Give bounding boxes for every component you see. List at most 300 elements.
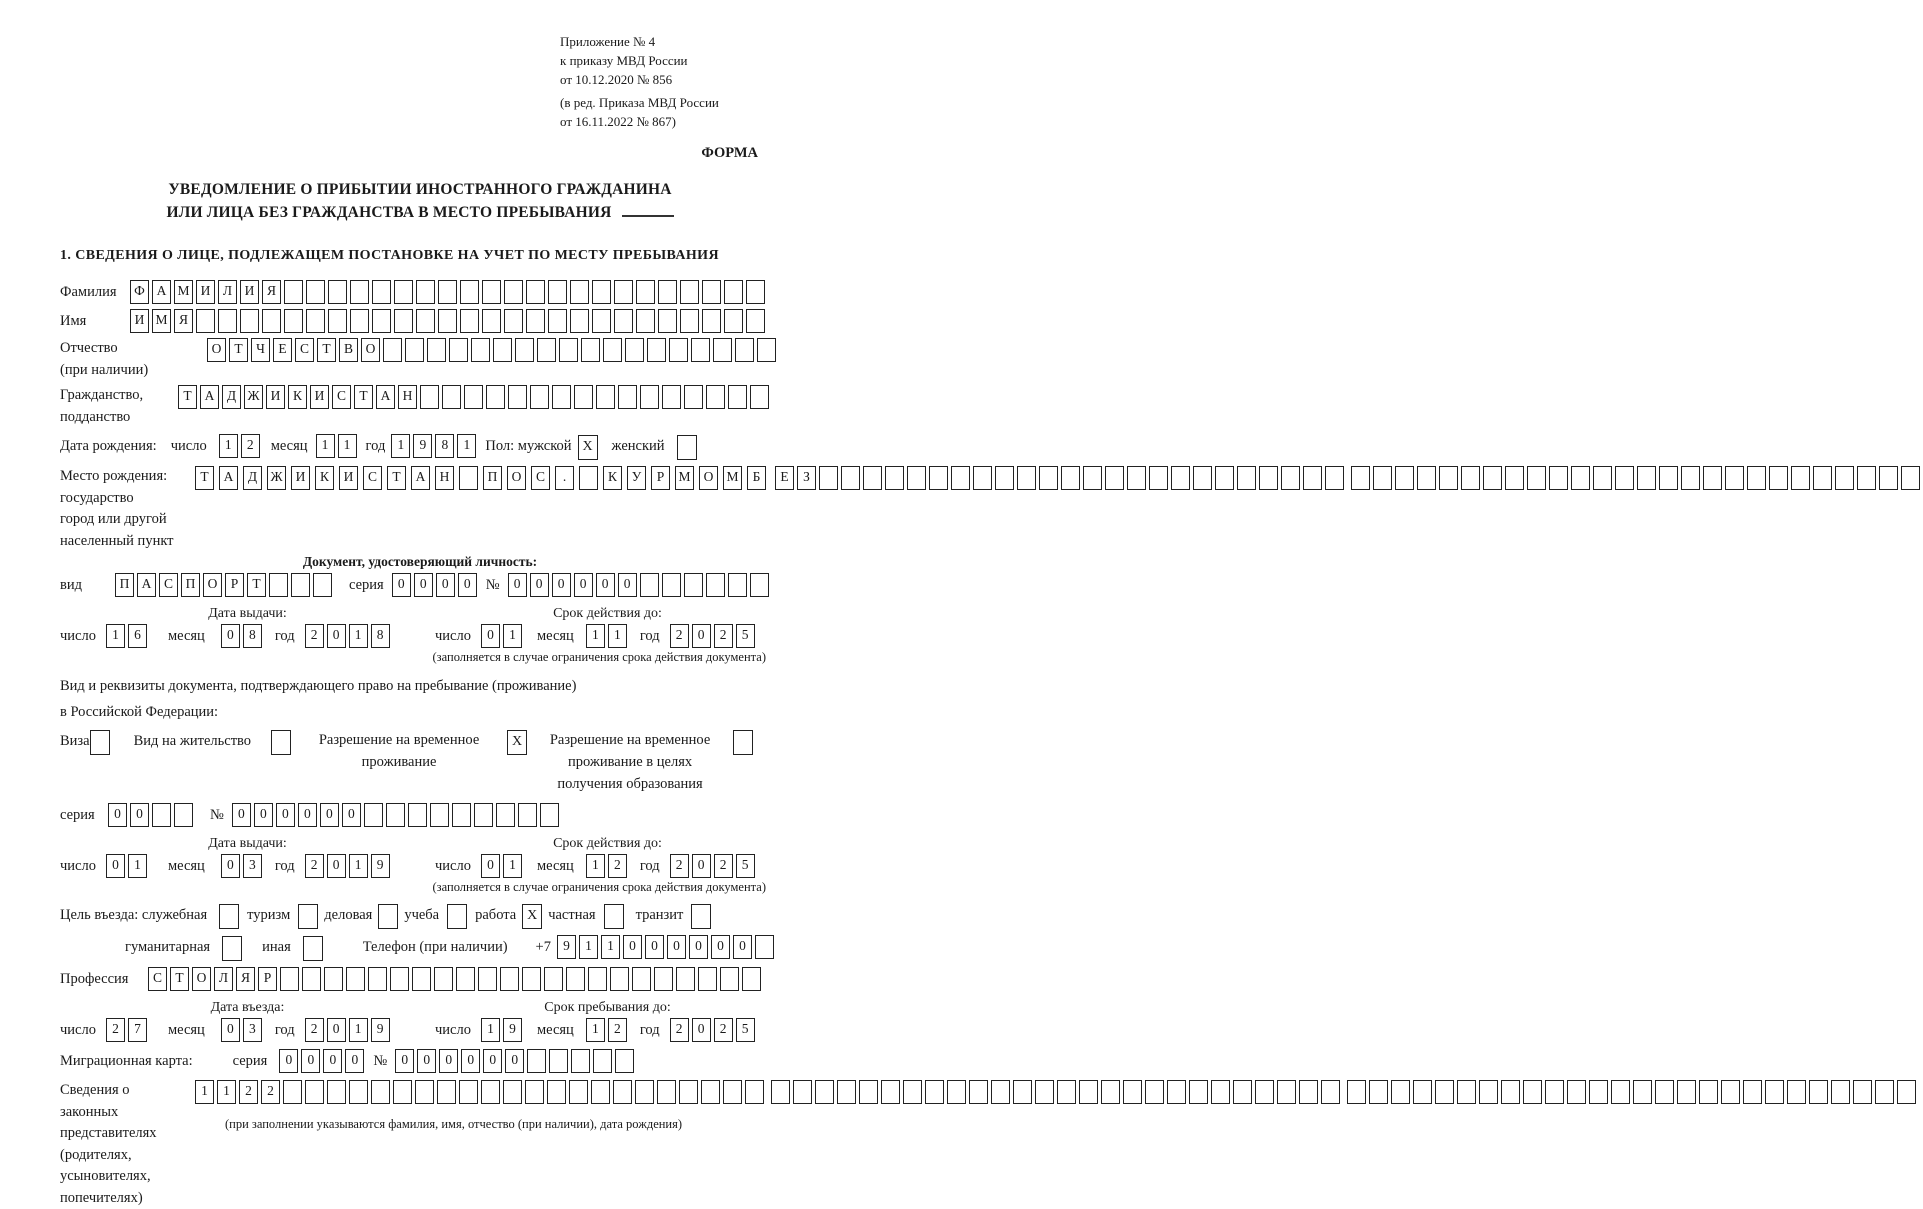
char-cell[interactable] (416, 280, 435, 304)
char-cell[interactable] (460, 309, 479, 333)
char-cell[interactable] (676, 967, 695, 991)
char-cell[interactable] (662, 573, 681, 597)
char-cell[interactable] (240, 309, 259, 333)
char-cell[interactable] (1483, 466, 1502, 490)
char-cell[interactable] (1831, 1080, 1850, 1104)
char-cell[interactable]: 0 (221, 1018, 240, 1042)
char-cell[interactable] (1373, 466, 1392, 490)
char-cell[interactable] (1769, 466, 1788, 490)
char-cell[interactable]: 0 (392, 573, 411, 597)
char-cell[interactable] (405, 338, 424, 362)
char-cell[interactable]: 0 (574, 573, 593, 597)
char-cell[interactable]: А (376, 385, 395, 409)
char-cell[interactable] (1237, 466, 1256, 490)
char-cell[interactable] (416, 309, 435, 333)
char-cell[interactable] (819, 466, 838, 490)
char-cell[interactable]: 0 (417, 1049, 436, 1073)
char-cell[interactable] (701, 1080, 720, 1104)
char-cell[interactable] (1593, 466, 1612, 490)
char-cell[interactable]: 0 (623, 935, 642, 959)
char-cell[interactable] (368, 967, 387, 991)
char-cell[interactable] (1079, 1080, 1098, 1104)
char-cell[interactable]: 9 (371, 854, 390, 878)
char-cell[interactable]: 3 (243, 1018, 262, 1042)
char-cell[interactable] (1545, 1080, 1564, 1104)
char-cell[interactable] (746, 280, 765, 304)
char-cell[interactable] (393, 1080, 412, 1104)
char-cell[interactable]: 1 (391, 434, 410, 458)
char-cell[interactable] (302, 967, 321, 991)
char-cell[interactable] (442, 385, 461, 409)
char-cell[interactable] (500, 967, 519, 991)
char-cell[interactable]: 0 (320, 803, 339, 827)
char-cell[interactable]: О (507, 466, 526, 490)
char-cell[interactable] (449, 338, 468, 362)
char-cell[interactable] (724, 280, 743, 304)
char-cell[interactable] (1765, 1080, 1784, 1104)
char-cell[interactable]: Т (229, 338, 248, 362)
char-cell[interactable]: 2 (239, 1080, 258, 1104)
char-cell[interactable] (1637, 466, 1656, 490)
char-cell[interactable] (1017, 466, 1036, 490)
char-cell[interactable]: 0 (508, 573, 527, 597)
char-cell[interactable]: Р (258, 967, 277, 991)
char-cell[interactable] (581, 338, 600, 362)
char-cell[interactable]: 0 (711, 935, 730, 959)
char-cell[interactable]: И (240, 280, 259, 304)
char-cell[interactable]: 1 (195, 1080, 214, 1104)
char-cell[interactable] (1123, 1080, 1142, 1104)
char-cell[interactable]: 2 (670, 624, 689, 648)
char-cell[interactable]: 1 (316, 434, 335, 458)
char-cell[interactable]: 0 (130, 803, 149, 827)
char-cell[interactable]: 0 (232, 803, 251, 827)
char-cell[interactable] (427, 338, 446, 362)
char-cell[interactable] (636, 309, 655, 333)
sex-female-checkbox[interactable] (677, 435, 697, 460)
char-cell[interactable] (452, 803, 471, 827)
char-cell[interactable]: 9 (413, 434, 432, 458)
char-cell[interactable] (1615, 466, 1634, 490)
char-cell[interactable] (1857, 466, 1876, 490)
char-cell[interactable] (742, 967, 761, 991)
purpose-study-checkbox[interactable] (447, 904, 467, 929)
char-cell[interactable] (526, 280, 545, 304)
char-cell[interactable] (1721, 1080, 1740, 1104)
char-cell[interactable] (757, 338, 776, 362)
char-cell[interactable] (793, 1080, 812, 1104)
char-cell[interactable] (1083, 466, 1102, 490)
char-cell[interactable] (346, 967, 365, 991)
char-cell[interactable]: А (137, 573, 156, 597)
char-cell[interactable] (745, 1080, 764, 1104)
char-cell[interactable]: 2 (305, 624, 324, 648)
char-cell[interactable] (434, 967, 453, 991)
char-cell[interactable] (596, 385, 615, 409)
char-cell[interactable] (1233, 1080, 1252, 1104)
char-cell[interactable]: 0 (327, 624, 346, 648)
char-cell[interactable] (720, 967, 739, 991)
char-cell[interactable]: М (174, 280, 193, 304)
char-cell[interactable]: Д (243, 466, 262, 490)
char-cell[interactable] (328, 309, 347, 333)
char-cell[interactable]: Е (775, 466, 794, 490)
char-cell[interactable] (570, 280, 589, 304)
char-cell[interactable] (1699, 1080, 1718, 1104)
char-cell[interactable] (364, 803, 383, 827)
char-cell[interactable] (571, 1049, 590, 1073)
char-cell[interactable]: 8 (243, 624, 262, 648)
purpose-humanitarian-checkbox[interactable] (222, 936, 242, 961)
char-cell[interactable] (1571, 466, 1590, 490)
char-cell[interactable] (755, 935, 774, 959)
char-cell[interactable]: 1 (503, 624, 522, 648)
char-cell[interactable] (152, 803, 171, 827)
purpose-official-checkbox[interactable] (219, 904, 239, 929)
char-cell[interactable] (841, 466, 860, 490)
char-cell[interactable] (1677, 1080, 1696, 1104)
char-cell[interactable]: 0 (483, 1049, 502, 1073)
char-cell[interactable] (496, 803, 515, 827)
char-cell[interactable] (662, 385, 681, 409)
char-cell[interactable]: 0 (552, 573, 571, 597)
char-cell[interactable] (559, 338, 578, 362)
char-cell[interactable] (1347, 1080, 1366, 1104)
char-cell[interactable] (508, 385, 527, 409)
char-cell[interactable] (1417, 466, 1436, 490)
char-cell[interactable] (1391, 1080, 1410, 1104)
char-cell[interactable]: Е (273, 338, 292, 362)
char-cell[interactable] (438, 309, 457, 333)
char-cell[interactable] (464, 385, 483, 409)
char-cell[interactable] (280, 967, 299, 991)
char-cell[interactable] (456, 967, 475, 991)
char-cell[interactable] (750, 573, 769, 597)
char-cell[interactable] (640, 573, 659, 597)
char-cell[interactable]: П (483, 466, 502, 490)
char-cell[interactable] (679, 1080, 698, 1104)
char-cell[interactable] (1853, 1080, 1872, 1104)
char-cell[interactable]: Ж (244, 385, 263, 409)
char-cell[interactable]: Н (435, 466, 454, 490)
char-cell[interactable]: 0 (596, 573, 615, 597)
char-cell[interactable]: 0 (692, 624, 711, 648)
char-cell[interactable]: М (675, 466, 694, 490)
char-cell[interactable]: 1 (481, 1018, 500, 1042)
char-cell[interactable]: 0 (276, 803, 295, 827)
char-cell[interactable]: 1 (349, 624, 368, 648)
char-cell[interactable] (991, 1080, 1010, 1104)
char-cell[interactable]: К (603, 466, 622, 490)
char-cell[interactable] (903, 1080, 922, 1104)
char-cell[interactable] (1101, 1080, 1120, 1104)
char-cell[interactable]: 0 (458, 573, 477, 597)
char-cell[interactable]: 5 (736, 1018, 755, 1042)
char-cell[interactable] (615, 1049, 634, 1073)
char-cell[interactable] (548, 309, 567, 333)
char-cell[interactable] (525, 1080, 544, 1104)
char-cell[interactable]: 1 (128, 854, 147, 878)
char-cell[interactable] (929, 466, 948, 490)
char-cell[interactable]: О (203, 573, 222, 597)
char-cell[interactable]: 1 (338, 434, 357, 458)
char-cell[interactable] (635, 1080, 654, 1104)
char-cell[interactable] (1461, 466, 1480, 490)
char-cell[interactable] (735, 338, 754, 362)
char-cell[interactable] (723, 1080, 742, 1104)
char-cell[interactable]: 1 (586, 624, 605, 648)
char-cell[interactable]: Б (747, 466, 766, 490)
char-cell[interactable]: 0 (733, 935, 752, 959)
char-cell[interactable] (1743, 1080, 1762, 1104)
char-cell[interactable] (324, 967, 343, 991)
char-cell[interactable]: Н (398, 385, 417, 409)
char-cell[interactable] (284, 309, 303, 333)
char-cell[interactable] (283, 1080, 302, 1104)
char-cell[interactable]: 0 (645, 935, 664, 959)
char-cell[interactable] (1879, 466, 1898, 490)
char-cell[interactable] (438, 280, 457, 304)
char-cell[interactable] (1281, 466, 1300, 490)
char-cell[interactable] (327, 1080, 346, 1104)
char-cell[interactable] (537, 338, 556, 362)
char-cell[interactable]: 2 (241, 434, 260, 458)
char-cell[interactable]: 1 (217, 1080, 236, 1104)
char-cell[interactable] (504, 309, 523, 333)
char-cell[interactable] (544, 967, 563, 991)
char-cell[interactable] (478, 967, 497, 991)
char-cell[interactable] (262, 309, 281, 333)
char-cell[interactable] (728, 385, 747, 409)
char-cell[interactable] (305, 1080, 324, 1104)
char-cell[interactable]: А (219, 466, 238, 490)
char-cell[interactable]: 1 (608, 624, 627, 648)
char-cell[interactable]: Л (218, 280, 237, 304)
char-cell[interactable]: И (291, 466, 310, 490)
char-cell[interactable] (706, 385, 725, 409)
char-cell[interactable]: А (200, 385, 219, 409)
char-cell[interactable]: 1 (106, 624, 125, 648)
char-cell[interactable] (1189, 1080, 1208, 1104)
char-cell[interactable]: 8 (371, 624, 390, 648)
char-cell[interactable] (1167, 1080, 1186, 1104)
char-cell[interactable] (1567, 1080, 1586, 1104)
char-cell[interactable] (328, 280, 347, 304)
char-cell[interactable] (522, 967, 541, 991)
char-cell[interactable]: А (152, 280, 171, 304)
char-cell[interactable] (657, 1080, 676, 1104)
char-cell[interactable] (1897, 1080, 1916, 1104)
char-cell[interactable] (566, 967, 585, 991)
char-cell[interactable] (1127, 466, 1146, 490)
char-cell[interactable] (618, 385, 637, 409)
char-cell[interactable] (881, 1080, 900, 1104)
char-cell[interactable]: 1 (219, 434, 238, 458)
char-cell[interactable] (1277, 1080, 1296, 1104)
char-cell[interactable] (437, 1080, 456, 1104)
char-cell[interactable] (540, 803, 559, 827)
char-cell[interactable] (951, 466, 970, 490)
char-cell[interactable] (1351, 466, 1370, 490)
sex-male-checkbox[interactable]: X (578, 435, 598, 460)
char-cell[interactable] (372, 309, 391, 333)
char-cell[interactable] (1039, 466, 1058, 490)
char-cell[interactable]: И (130, 309, 149, 333)
char-cell[interactable] (698, 967, 717, 991)
char-cell[interactable] (306, 280, 325, 304)
char-cell[interactable] (1413, 1080, 1432, 1104)
purpose-business-checkbox[interactable] (378, 904, 398, 929)
char-cell[interactable] (1457, 1080, 1476, 1104)
char-cell[interactable]: 1 (349, 854, 368, 878)
char-cell[interactable]: 0 (221, 854, 240, 878)
char-cell[interactable] (1901, 466, 1920, 490)
char-cell[interactable] (1611, 1080, 1630, 1104)
char-cell[interactable] (1725, 466, 1744, 490)
char-cell[interactable] (482, 309, 501, 333)
char-cell[interactable] (885, 466, 904, 490)
char-cell[interactable] (771, 1080, 790, 1104)
char-cell[interactable] (291, 573, 310, 597)
char-cell[interactable] (691, 338, 710, 362)
char-cell[interactable]: 0 (692, 1018, 711, 1042)
char-cell[interactable]: 0 (301, 1049, 320, 1073)
char-cell[interactable] (493, 338, 512, 362)
char-cell[interactable]: Р (225, 573, 244, 597)
char-cell[interactable] (570, 309, 589, 333)
char-cell[interactable] (724, 309, 743, 333)
char-cell[interactable] (390, 967, 409, 991)
char-cell[interactable] (1501, 1080, 1520, 1104)
char-cell[interactable]: 0 (414, 573, 433, 597)
char-cell[interactable]: С (295, 338, 314, 362)
char-cell[interactable] (706, 573, 725, 597)
char-cell[interactable]: 1 (503, 854, 522, 878)
char-cell[interactable]: Я (236, 967, 255, 991)
char-cell[interactable]: 3 (243, 854, 262, 878)
char-cell[interactable]: 0 (327, 854, 346, 878)
char-cell[interactable] (394, 309, 413, 333)
char-cell[interactable] (680, 280, 699, 304)
char-cell[interactable] (1681, 466, 1700, 490)
char-cell[interactable] (372, 280, 391, 304)
char-cell[interactable]: С (159, 573, 178, 597)
char-cell[interactable] (1747, 466, 1766, 490)
char-cell[interactable]: О (207, 338, 226, 362)
char-cell[interactable] (481, 1080, 500, 1104)
char-cell[interactable]: 0 (439, 1049, 458, 1073)
char-cell[interactable] (349, 1080, 368, 1104)
char-cell[interactable] (684, 573, 703, 597)
char-cell[interactable]: Д (222, 385, 241, 409)
char-cell[interactable]: 0 (667, 935, 686, 959)
char-cell[interactable] (196, 309, 215, 333)
char-cell[interactable] (394, 280, 413, 304)
char-cell[interactable] (969, 1080, 988, 1104)
char-cell[interactable] (1813, 466, 1832, 490)
char-cell[interactable] (750, 385, 769, 409)
char-cell[interactable] (420, 385, 439, 409)
char-cell[interactable]: 0 (323, 1049, 342, 1073)
char-cell[interactable]: 1 (579, 935, 598, 959)
char-cell[interactable]: 0 (530, 573, 549, 597)
char-cell[interactable]: Т (247, 573, 266, 597)
char-cell[interactable]: 0 (505, 1049, 524, 1073)
char-cell[interactable] (632, 967, 651, 991)
char-cell[interactable]: . (555, 466, 574, 490)
char-cell[interactable] (218, 309, 237, 333)
char-cell[interactable] (579, 466, 598, 490)
char-cell[interactable] (350, 280, 369, 304)
char-cell[interactable]: 1 (457, 434, 476, 458)
purpose-transit-checkbox[interactable] (691, 904, 711, 929)
char-cell[interactable]: П (181, 573, 200, 597)
char-cell[interactable] (702, 309, 721, 333)
char-cell[interactable]: С (148, 967, 167, 991)
char-cell[interactable] (1395, 466, 1414, 490)
char-cell[interactable]: 2 (714, 624, 733, 648)
char-cell[interactable]: Я (262, 280, 281, 304)
char-cell[interactable]: О (361, 338, 380, 362)
char-cell[interactable] (713, 338, 732, 362)
char-cell[interactable]: С (363, 466, 382, 490)
purpose-other-checkbox[interactable] (303, 936, 323, 961)
char-cell[interactable] (1435, 1080, 1454, 1104)
char-cell[interactable] (1299, 1080, 1318, 1104)
char-cell[interactable]: 1 (349, 1018, 368, 1042)
char-cell[interactable] (460, 280, 479, 304)
char-cell[interactable] (614, 309, 633, 333)
char-cell[interactable] (1633, 1080, 1652, 1104)
char-cell[interactable]: Ф (130, 280, 149, 304)
char-cell[interactable] (647, 338, 666, 362)
char-cell[interactable] (1523, 1080, 1542, 1104)
char-cell[interactable] (1589, 1080, 1608, 1104)
char-cell[interactable] (548, 280, 567, 304)
char-cell[interactable]: 0 (327, 1018, 346, 1042)
char-cell[interactable] (1875, 1080, 1894, 1104)
char-cell[interactable] (654, 967, 673, 991)
char-cell[interactable]: К (315, 466, 334, 490)
char-cell[interactable] (907, 466, 926, 490)
char-cell[interactable] (1321, 1080, 1340, 1104)
char-cell[interactable] (284, 280, 303, 304)
char-cell[interactable]: 2 (670, 1018, 689, 1042)
char-cell[interactable]: С (332, 385, 351, 409)
char-cell[interactable] (863, 466, 882, 490)
char-cell[interactable] (459, 1080, 478, 1104)
char-cell[interactable]: 0 (481, 624, 500, 648)
char-cell[interactable]: А (411, 466, 430, 490)
char-cell[interactable] (625, 338, 644, 362)
char-cell[interactable]: 2 (608, 1018, 627, 1042)
char-cell[interactable] (702, 280, 721, 304)
char-cell[interactable]: 1 (586, 1018, 605, 1042)
char-cell[interactable]: 0 (254, 803, 273, 827)
char-cell[interactable] (269, 573, 288, 597)
char-cell[interactable] (1787, 1080, 1806, 1104)
char-cell[interactable] (1255, 1080, 1274, 1104)
purpose-work-checkbox[interactable]: X (522, 904, 542, 929)
char-cell[interactable]: Р (651, 466, 670, 490)
char-cell[interactable] (486, 385, 505, 409)
char-cell[interactable] (415, 1080, 434, 1104)
char-cell[interactable] (1325, 466, 1344, 490)
char-cell[interactable] (518, 803, 537, 827)
char-cell[interactable] (530, 385, 549, 409)
char-cell[interactable] (815, 1080, 834, 1104)
char-cell[interactable] (592, 309, 611, 333)
